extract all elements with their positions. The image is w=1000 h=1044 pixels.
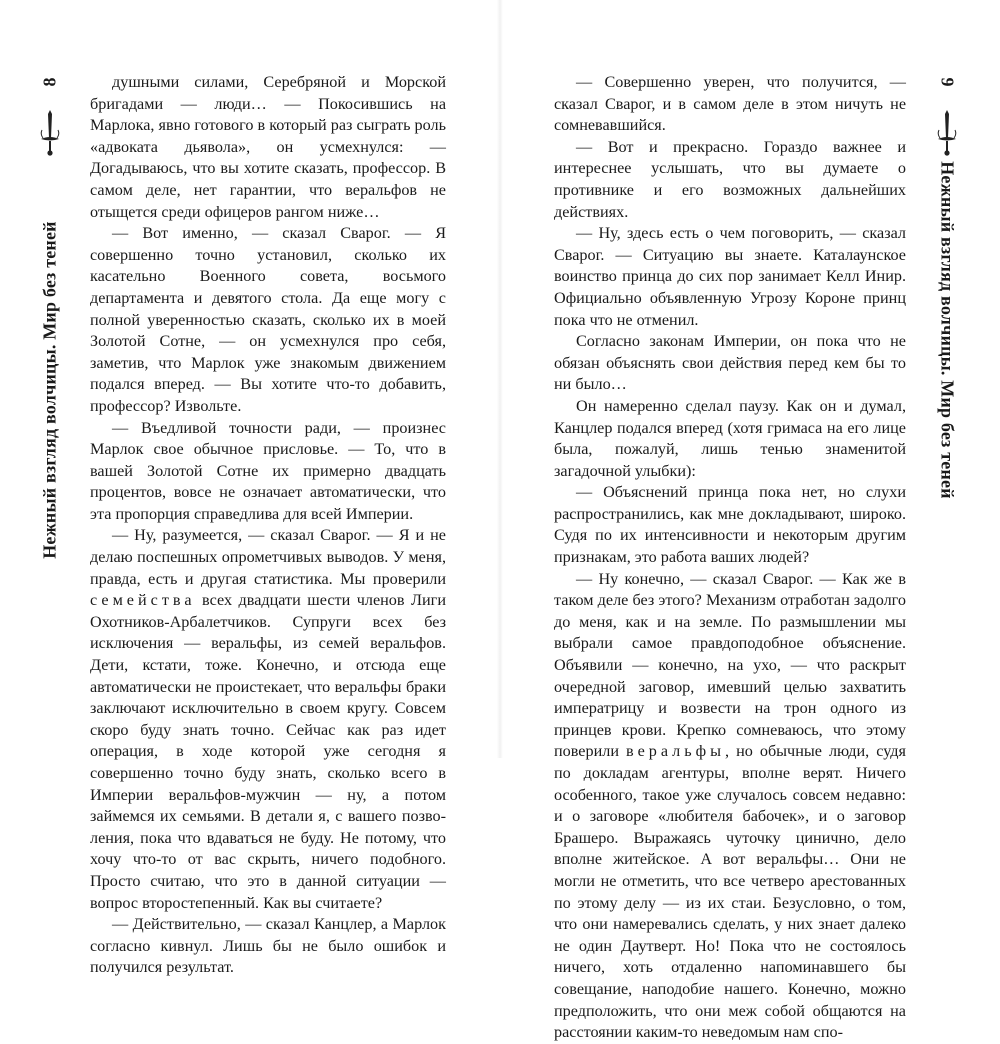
text-run: всех двадцати шести членов Лиги Охотников-Арбалетчиков. Супруги всех без исключения — веральфы, из семей веральфов. Дети, кстати, тоже. Конечно, и отсюда еще автоматически не проистекает, что веральфы браки заключают исключительно в своем кругу. Совсем скоро буду знать точно. Сейчас как раз идет операция, в ходе которой уже сегодня я совершенно точно буду знать, сколько всего в Империи веральфов-мужчин — ну, а потом займемся их семьями. В детали я, с вашего позволения, пока что вдаваться не буду. Не потому, что хочу что-то от вас скрыть, ничего подобного. Просто считаю, что это в данной ситуации — вопрос второстепенный. Как вы считаете? <box>90 591 446 912</box>
right-page-number: 9 <box>937 77 958 87</box>
paragraph <box>90 72 446 223</box>
paragraph <box>554 331 906 396</box>
dagger-ornament-icon <box>935 108 959 158</box>
spaced-emphasis: семейства <box>90 591 196 610</box>
paragraph <box>554 482 906 568</box>
right-running-head: Нежный взгляд волчицы. Мир без теней <box>937 161 958 499</box>
text-run: — Вот именно, — сказал Сварог. — Я совершенно точно установил, сколько их касательно Военного совета, восьмого департамента и девятого стола. Да еще могу с полной уверенностью сказать, сколько их в моей Золотой Сотне, — он усмехнулся про себя, заметив, что Марлок уже знакомым движением подался вперед. — Вы хотите что-то добавить, профессор? Извольте. <box>90 224 446 415</box>
right-page <box>500 0 1000 1042</box>
text-run: душными силами, Серебряной и Морской бригадами — люди… — Покосившись на Марлока, явно готового в который раз сыграть роль «адвоката дьявола», он усмехнулся: — Догадываюсь, что вы хотите сказать, профессор. В самом деле, нет гарантии, что веральфов не отыщется среди офицеров рангом ниже… <box>90 73 446 221</box>
left-page-text <box>90 72 446 979</box>
text-run: Он намеренно сделал паузу. Как он и думал, Канцлер подался вперед (хотя гримаса на его лице была, пожалуй, лишь тенью знаменитой загадочной улыбки): <box>554 396 906 480</box>
left-running-head: Нежный взгляд волчицы. Мир без теней <box>39 221 60 559</box>
right-page-text <box>554 72 906 1044</box>
text-run: , но обычные люди, судя по докладам агентуры, вполне верят. Ничего особенного, такое уже случалось совсем недавно: и о заговоре «любителя бабочек», и о заговор Брашеро. Выражаясь чуточку цинично, дело вполне житейское. А вот веральфы… Они не могли не отметить, что все четверо арестованных по этому делу — из их стаи. Безусловно, о том, что они намеревались сделать, у них знает далеко не один Даутверт. Но! Пока что не состоялось ничего, хоть отдаленно напоминавшего бы совещание, наподобие нашего. Конечно, можно предположить, что они меж собой общаются на расстоянии каким-то неведомым нам спо- <box>554 742 906 1042</box>
paragraph <box>90 525 446 914</box>
paragraph <box>90 914 446 979</box>
paragraph <box>554 137 906 223</box>
dagger-ornament-icon <box>38 108 62 158</box>
paragraph <box>554 223 906 331</box>
left-page-number: 8 <box>39 77 60 87</box>
text-run: — Объяснений принца пока нет, но слухи распространились, как мне докладывают, широко. Судя по их интенсивности и некоторым другим признакам, это работа ваших людей? <box>554 483 906 567</box>
text-run: — Совершенно уверен, что получится, — сказал Сварог, и в самом деле в этом ничуть не сомневавшийся. <box>554 73 906 135</box>
text-run: — Ну, здесь есть о чем поговорить, — сказал Сварог. — Ситуацию вы знаете. Каталаунское воинство принца до сих пор занимает Келл Инир. Официально объявленную Угрозу Короне принц пока что не отменил. <box>554 224 906 329</box>
text-run: — Ну, разумеется, — сказал Сварог. — Я и не делаю поспешных опрометчивых выводов. У меня, правда, есть и другая статистика. Мы проверили <box>90 526 446 588</box>
text-run: — Въедливой точности ради, — произнес Марлок свое обычное присловье. — То, что в вашей Золотой Сотне их примерно двадцать процентов, вовсе не означает автоматически, что эта пропорция справедлива для всей Империи. <box>90 418 446 523</box>
paragraph <box>90 418 446 526</box>
text-run: — Ну конечно, — сказал Сварог. — Как же в таком деле без этого? Механизм отработан задолго до меня, как и на земле. По размышлении мы выбрали самое правдоподобное объяснение. Объявили — конечно, на ухо, — что раскрыт очередной заговор, имевший целью захватить императрицу и возвести на трон одного из принцев крови. Крепко сомневаюсь, что этому поверили <box>554 569 906 761</box>
spaced-emphasis: веральфы <box>626 742 725 761</box>
paragraph <box>554 396 906 482</box>
paragraph <box>554 72 906 137</box>
text-run: Согласно законам Империи, он пока что не обязан объяснять свои действия перед кем бы то ни было… <box>554 332 906 394</box>
paragraph <box>90 223 446 417</box>
paragraph <box>554 569 906 1044</box>
text-run: — Вот и прекрасно. Гораздо важнее и интереснее услышать, что вы думаете о противнике и его возможных дальнейших действиях. <box>554 137 906 221</box>
text-run: — Действительно, — сказал Канцлер, а Марлок согласно кивнул. Лишь бы не было ошибок и получился результат. <box>90 915 446 977</box>
left-page <box>0 0 500 977</box>
